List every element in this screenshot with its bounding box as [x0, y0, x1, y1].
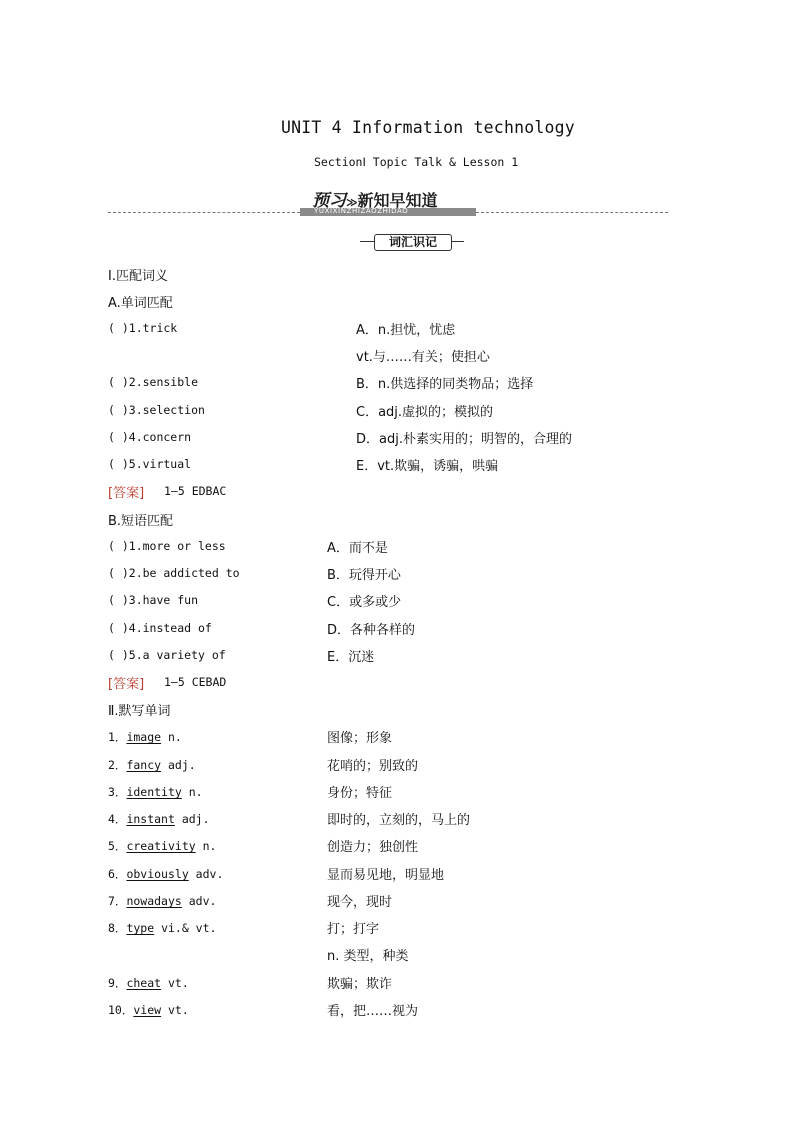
banner-arrow-icon: ≫ [346, 196, 358, 209]
answer-word: fancy [126, 758, 162, 772]
word-mean-5: 创造力；独创性 [327, 840, 419, 855]
b-item-1-opt: A．而不是 [327, 541, 388, 556]
divider-right [476, 212, 668, 213]
answer-word: cheat [126, 976, 162, 990]
part1-heading: Ⅰ.匹配词义 [108, 269, 168, 284]
b-item-2-opt: B．玩得开心 [327, 568, 401, 583]
divider-left [108, 212, 300, 213]
section-title: SectionⅠ Topic Talk & Lesson 1 [314, 155, 519, 169]
part1-a-heading: A.单词匹配 [108, 296, 173, 311]
word-mean-8b: n. 类型，种类 [327, 949, 409, 964]
a-item-1b-opt: vt.与……有关；使担心 [356, 350, 490, 365]
a-answer-label: [答案] [108, 486, 145, 501]
b-item-4-num: ( )4.instead of [108, 621, 212, 635]
word-row-3: 3．identity n. [108, 785, 203, 799]
badge-box [374, 234, 452, 251]
b-item-4-opt: D．各种各样的 [327, 623, 416, 638]
word-row-8: 8．type vi.& vt. [108, 921, 217, 935]
word-row-7: 7．nowadays adv. [108, 894, 217, 908]
word-row-10: 10．view vt. [108, 1003, 189, 1017]
answer-word: image [126, 730, 162, 744]
a-item-3-opt: C．adj.虚拟的；模拟的 [356, 405, 494, 420]
part2-heading: Ⅱ.默写单词 [108, 704, 171, 719]
answer-word: creativity [126, 839, 196, 853]
a-item-1-opt: A．n.担忧，忧虑 [356, 323, 456, 338]
part1-b-heading: B.短语匹配 [108, 514, 174, 529]
a-item-1-num: ( )1.trick [108, 321, 178, 335]
word-row-2: 2．fancy adj. [108, 758, 196, 772]
word-mean-3: 身份；特征 [327, 786, 393, 801]
a-item-3-num: ( )3.selection [108, 403, 205, 417]
word-mean-4: 即时的，立刻的，马上的 [327, 813, 471, 828]
word-row-9: 9．cheat vt. [108, 976, 189, 990]
a-item-2-opt: B．n.供选择的同类物品；选择 [356, 377, 534, 392]
banner-title-a: 预习 [312, 191, 346, 211]
b-item-5-num: ( )5.a variety of [108, 648, 226, 662]
answer-word: obviously [126, 867, 189, 881]
answer-word: instant [126, 812, 175, 826]
word-mean-8: 打；打字 [327, 922, 380, 937]
word-mean-10: 看，把……视为 [327, 1004, 419, 1019]
banner-title-b: 新知早知道 [357, 191, 438, 210]
a-answer: 1—5 EDBAC [164, 484, 227, 498]
word-mean-2: 花哨的；别致的 [327, 759, 419, 774]
banner-subtitle: YUXIXINZHIZAOZHIDAO [314, 207, 409, 215]
b-item-3-opt: C．或多或少 [327, 595, 402, 610]
word-mean-6: 显而易见地，明显地 [327, 868, 445, 883]
answer-word: nowadays [126, 894, 182, 908]
b-item-5-opt: E．沉迷 [327, 650, 375, 665]
b-answer: 1—5 CEBAD [164, 675, 227, 689]
a-item-5-opt: E．vt.欺骗，诱骗，哄骗 [356, 459, 499, 474]
a-item-4-opt: D．adj.朴素实用的；明智的，合理的 [356, 432, 572, 447]
answer-word: view [133, 1003, 162, 1017]
word-mean-7: 现今，现时 [327, 895, 393, 910]
answer-word: identity [126, 785, 182, 799]
a-item-2-num: ( )2.sensible [108, 375, 199, 389]
preview-banner [300, 186, 476, 216]
word-row-6: 6．obviously adv. [108, 867, 224, 881]
word-mean-9: 欺骗；欺诈 [327, 977, 393, 992]
a-item-4-num: ( )4.concern [108, 430, 192, 444]
word-row-1: 1．image n. [108, 730, 182, 744]
unit-title: UNIT 4 Information technology [281, 118, 575, 137]
word-row-5: 5．creativity n. [108, 839, 217, 853]
a-item-5-num: ( )5.virtual [108, 457, 192, 471]
word-mean-1: 图像；形象 [327, 731, 393, 746]
badge-label: 词汇识记 [388, 235, 437, 249]
b-answer-label: [答案] [108, 677, 145, 692]
answer-word: type [126, 921, 155, 935]
b-item-1-num: ( )1.more or less [108, 539, 226, 553]
vocab-badge [360, 234, 464, 250]
b-item-3-num: ( )3.have fun [108, 593, 199, 607]
b-item-2-num: ( )2.be addicted to [108, 566, 240, 580]
word-row-4: 4．instant adj. [108, 812, 210, 826]
